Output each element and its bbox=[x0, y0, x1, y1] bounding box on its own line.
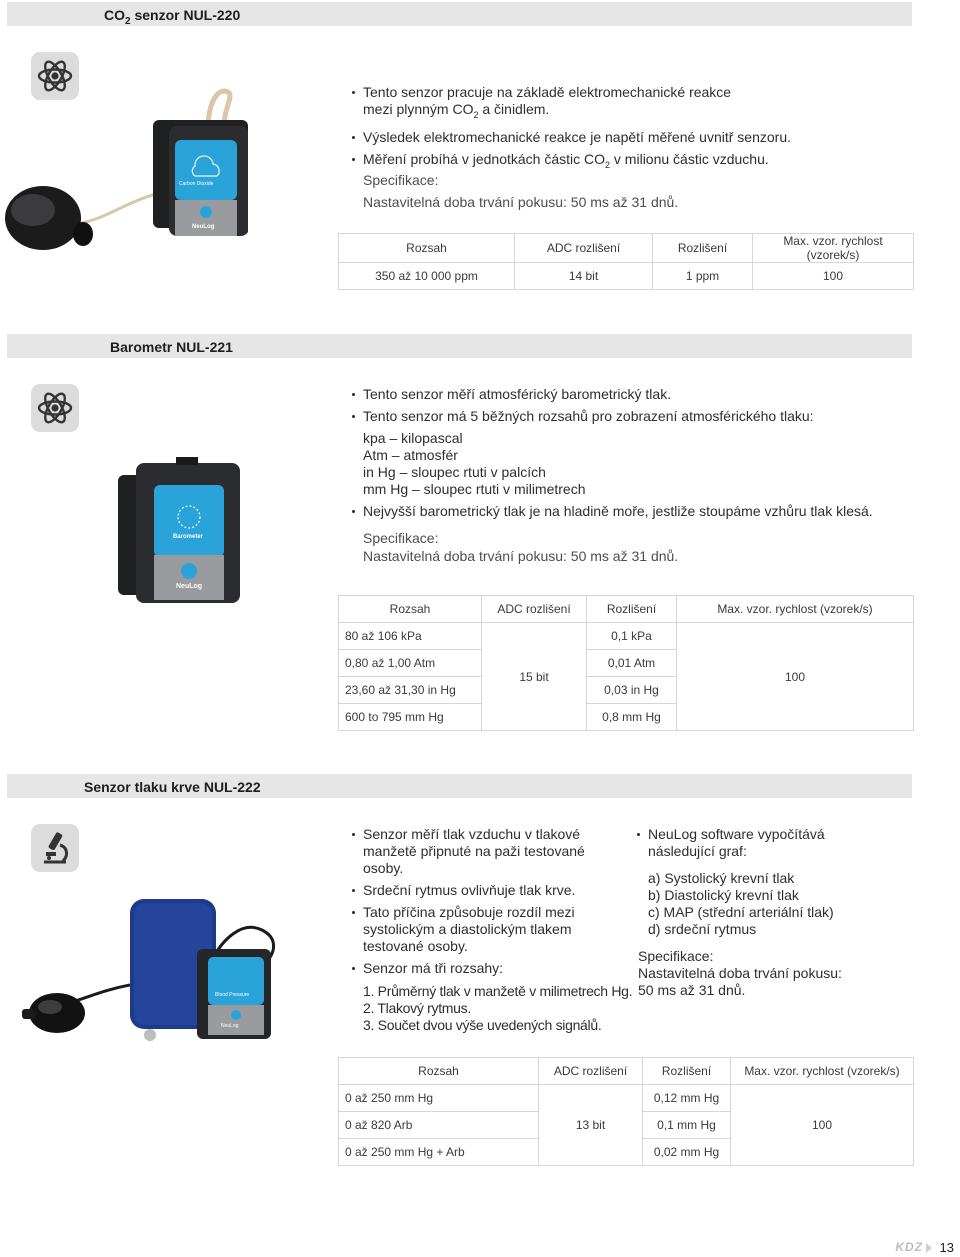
list-item: kpa – kilopascal bbox=[363, 430, 463, 446]
pressure-units-list bbox=[363, 430, 586, 498]
table-cell: 100 bbox=[753, 263, 914, 290]
list-item: Srdeční rytmus ovlivňuje tlak krve. bbox=[352, 882, 632, 899]
page-number: 13 bbox=[939, 1240, 954, 1255]
list-item: d) srdeční rytmus bbox=[648, 921, 757, 937]
table-cell: 80 až 106 kPa bbox=[339, 623, 482, 650]
list-item: Tato příčina způsobuje rozdíl mezi systolickým a diastolickým tlakem testované osoby. bbox=[352, 904, 632, 955]
publisher-logo: KDZ bbox=[895, 1240, 923, 1254]
table-cell: 0 až 820 Arb bbox=[339, 1112, 539, 1139]
device-brand: NeuLog bbox=[192, 224, 215, 230]
list-item: b) Diastolický krevní tlak bbox=[648, 887, 799, 903]
table-cell: 0,8 mm Hg bbox=[587, 704, 677, 731]
list-item: Výsledek elektromechanické reakce je napětí měřené uvnitř senzoru. bbox=[352, 129, 812, 146]
table-cell: 0,12 mm Hg bbox=[643, 1085, 731, 1112]
barometer-bullets-2 bbox=[352, 503, 912, 525]
barometer-sensor-image bbox=[118, 455, 243, 610]
microscope-icon bbox=[31, 824, 79, 872]
list-item: Tento senzor měří atmosférický barometrický tlak. bbox=[352, 386, 912, 403]
list-item: Měření probíhá v jednotkách částic $CO_2$ v milionu částic vzduchu. bbox=[352, 151, 812, 174]
table-header: Rozlišení bbox=[643, 1058, 731, 1085]
spec-text: Nastavitelná doba trvání pokusu: 50 ms až 31 dnů. bbox=[363, 194, 679, 210]
section-header-barometer bbox=[7, 334, 912, 358]
spec-label: Specifikace: bbox=[363, 530, 439, 546]
table-header: Max. vzor. rychlost (vzorek/s) bbox=[753, 234, 914, 263]
table-cell: 350 až 10 000 ppm bbox=[339, 263, 515, 290]
co2-sensor-image bbox=[3, 82, 248, 252]
barometer-bullets bbox=[352, 386, 912, 430]
table-cell: 0,1 kPa bbox=[587, 623, 677, 650]
blood-spec bbox=[638, 948, 842, 999]
table-cell: 100 bbox=[731, 1085, 914, 1166]
table-header: ADC rozlišení bbox=[482, 596, 587, 623]
device-label: Barometer bbox=[173, 534, 204, 540]
table-header: Rozsah bbox=[339, 1058, 539, 1085]
graphs-list bbox=[648, 870, 834, 938]
co2-bullets bbox=[352, 84, 812, 179]
table-cell: 23,60 až 31,30 in Hg bbox=[339, 677, 482, 704]
list-item: mm Hg – sloupec rtuti v milimetrech bbox=[363, 481, 586, 497]
blood-bullets-col2 bbox=[637, 826, 907, 865]
device-brand: NeuLog bbox=[221, 1023, 239, 1029]
spec-text: Nastavitelná doba trvání pokusu: 50 ms až 31 dnů. bbox=[363, 548, 679, 564]
table-cell bbox=[482, 704, 587, 731]
table-cell bbox=[482, 623, 587, 650]
table-cell: 0 až 250 mm Hg bbox=[339, 1085, 539, 1112]
list-item: Tento senzor pracuje na základě elektromechanické reakce mezi plynným $CO_2$ a činidlem. bbox=[352, 84, 812, 124]
table-cell: 0,02 mm Hg bbox=[643, 1139, 731, 1166]
spec-label: Specifikace: bbox=[638, 948, 714, 964]
table-cell: 0,1 mm Hg bbox=[643, 1112, 731, 1139]
table-header: Rozlišení bbox=[587, 596, 677, 623]
table-cell: 100 bbox=[677, 650, 914, 704]
co2-spec-table bbox=[338, 233, 914, 290]
list-item: 2. Tlakový rytmus. bbox=[363, 1000, 471, 1016]
barometer-spec-table bbox=[338, 595, 914, 731]
section-header-co2 bbox=[7, 2, 912, 26]
table-cell: 15 bit bbox=[482, 650, 587, 704]
device-label: Carbon Dioxide bbox=[179, 181, 214, 187]
blood-bullets-col1 bbox=[352, 826, 632, 982]
table-cell: 1 ppm bbox=[653, 263, 753, 290]
blood-pressure-sensor-image bbox=[22, 885, 284, 1050]
device-label: Blood Pressure bbox=[215, 992, 250, 998]
table-cell bbox=[677, 623, 914, 650]
section-title: $CO_2$ senzor NUL-220 bbox=[104, 7, 241, 27]
list-item: Nejvyšší barometrický tlak je na hladině moře, jestliže stoupáme vzhůru tlak klesá. bbox=[352, 503, 912, 520]
list-item: Atm – atmosfér bbox=[363, 447, 458, 463]
chevron-right-icon bbox=[926, 1243, 932, 1253]
ranges-list bbox=[363, 983, 632, 1034]
table-header: ADC rozlišení bbox=[539, 1058, 643, 1085]
table-header: Max. vzor. rychlost (vzorek/s) bbox=[731, 1058, 914, 1085]
atom-icon bbox=[31, 384, 79, 432]
table-cell: 0 až 250 mm Hg + Arb bbox=[339, 1139, 539, 1166]
list-item: 3. Součet dvou výše uvedených signálů. bbox=[363, 1017, 602, 1033]
list-item: c) MAP (střední arteriální tlak) bbox=[648, 904, 834, 920]
table-header: Rozlišení bbox=[653, 234, 753, 263]
list-item: Senzor má tři rozsahy: bbox=[352, 960, 632, 977]
list-item: a) Systolický krevní tlak bbox=[648, 870, 795, 886]
co2-spec bbox=[363, 172, 678, 211]
section-title: Senzor tlaku krve NUL-222 bbox=[84, 779, 261, 795]
section-title: Barometr NUL-221 bbox=[110, 339, 233, 355]
table-cell bbox=[677, 704, 914, 731]
spec-text: 50 ms až 31 dnů. bbox=[638, 982, 746, 998]
table-cell: 14 bit bbox=[515, 263, 653, 290]
table-cell: 0,01 Atm bbox=[587, 650, 677, 677]
table-header: ADC rozlišení bbox=[515, 234, 653, 263]
table-cell: 0,80 až 1,00 Atm bbox=[339, 650, 482, 677]
table-header: Max. vzor. rychlost (vzorek/s) bbox=[677, 596, 914, 623]
spec-label: Specifikace: bbox=[363, 172, 439, 188]
list-item: Senzor měří tlak vzduchu v tlakové manžetě připnuté na paži testované osoby. bbox=[352, 826, 632, 877]
list-item: 1. Průměrný tlak v manžetě v milimetrech Hg. bbox=[363, 983, 633, 999]
table-cell: 0,03 in Hg bbox=[587, 677, 677, 704]
blood-spec-table bbox=[338, 1057, 914, 1166]
barometer-spec bbox=[363, 530, 678, 565]
table-cell: 600 to 795 mm Hg bbox=[339, 704, 482, 731]
table-cell: 13 bit bbox=[539, 1085, 643, 1166]
table-header: Rozsah bbox=[339, 596, 482, 623]
spec-text: Nastavitelná doba trvání pokusu: bbox=[638, 965, 842, 981]
section-header-blood-pressure bbox=[7, 774, 912, 798]
device-brand: NeuLog bbox=[176, 583, 203, 590]
table-header: Rozsah bbox=[339, 234, 515, 263]
list-item: in Hg – sloupec rtuti v palcích bbox=[363, 464, 546, 480]
list-item: NeuLog software vypočítává následující graf: bbox=[637, 826, 907, 860]
list-item: Tento senzor má 5 běžných rozsahů pro zobrazení atmosférického tlaku: bbox=[352, 408, 912, 425]
